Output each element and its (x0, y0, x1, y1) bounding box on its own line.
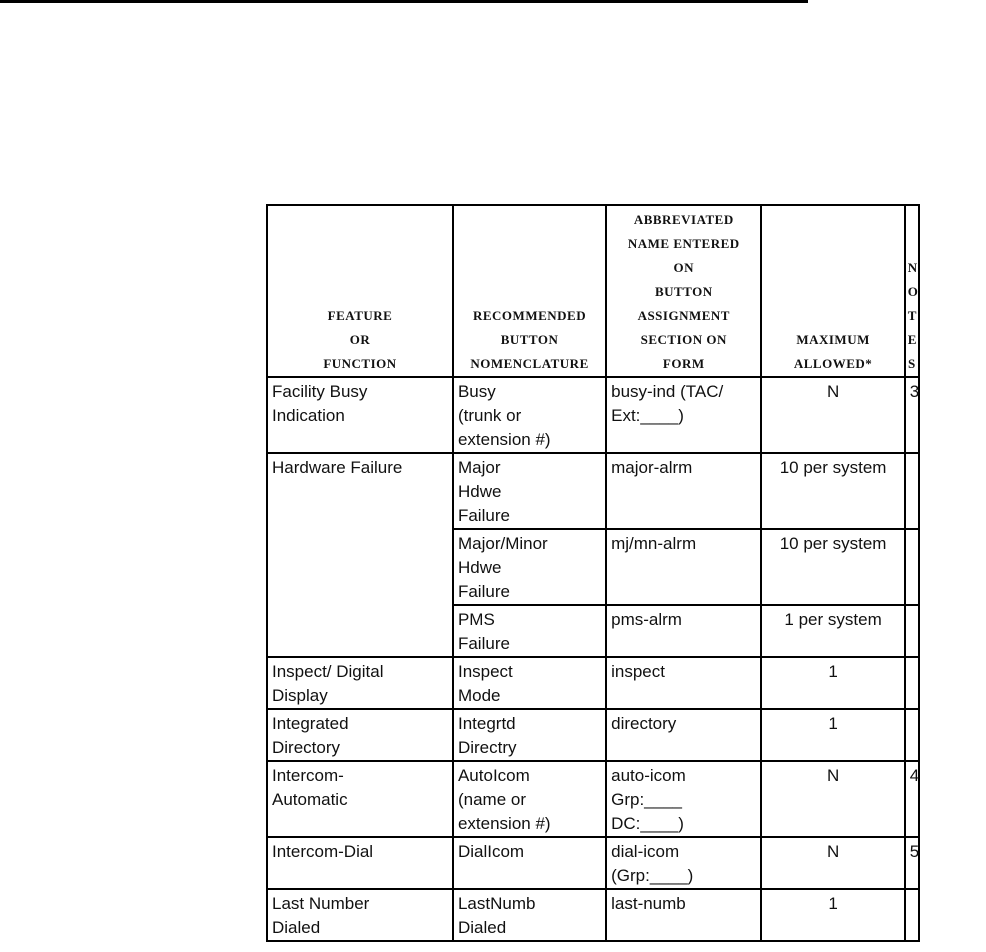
table-row (267, 709, 919, 761)
table-row (267, 761, 919, 837)
table-row (267, 377, 919, 453)
feature-cell: Integrated Directory (267, 709, 453, 761)
table-row (267, 453, 919, 529)
abbrev-cell: inspect (606, 657, 761, 709)
note-cell: 4 (905, 761, 919, 837)
max-cell: N (761, 761, 904, 837)
top-rule (0, 0, 808, 3)
abbrev-cell: pms-alrm (606, 605, 761, 657)
header-abbreviated: ABBREVIATED NAME ENTERED ON BUTTON ASSIGNMENT SECTION ON FORM (606, 205, 761, 377)
max-cell: 1 (761, 657, 904, 709)
header-recommended: RECOMMENDED BUTTON NOMENCLATURE (453, 205, 606, 377)
note-cell (905, 657, 919, 709)
max-cell: N (761, 377, 904, 453)
feature-cell: Intercom- Automatic (267, 761, 453, 837)
max-cell: 1 per system (761, 605, 904, 657)
button-cell: Major/Minor Hdwe Failure (453, 529, 606, 605)
abbrev-cell: auto-icom Grp:____ DC:____) (606, 761, 761, 837)
table-row (267, 657, 919, 709)
note-cell: 5 (905, 837, 919, 889)
feature-cell: Last Number Dialed (267, 889, 453, 941)
max-cell: 10 per system (761, 529, 904, 605)
max-cell: 1 (761, 889, 904, 941)
note-cell (905, 605, 919, 657)
button-cell: Busy (trunk or extension #) (453, 377, 606, 453)
abbrev-cell: mj/mn-alrm (606, 529, 761, 605)
abbrev-cell: busy-ind (TAC/ Ext:____) (606, 377, 761, 453)
feature-cell: Inspect/ Digital Display (267, 657, 453, 709)
max-cell: 1 (761, 709, 904, 761)
feature-cell: Facility Busy Indication (267, 377, 453, 453)
note-cell (905, 453, 919, 529)
note-cell: 3 (905, 377, 919, 453)
button-cell: PMS Failure (453, 605, 606, 657)
header-feature: FEATURE OR FUNCTION (267, 205, 453, 377)
max-cell: N (761, 837, 904, 889)
table-header-row (267, 205, 919, 377)
button-cell: DialIcom (453, 837, 606, 889)
button-feature-table (266, 204, 920, 942)
button-cell: Major Hdwe Failure (453, 453, 606, 529)
abbrev-cell: dial-icom (Grp:____) (606, 837, 761, 889)
abbrev-cell: major-alrm (606, 453, 761, 529)
button-cell: Inspect Mode (453, 657, 606, 709)
feature-cell: Intercom-Dial (267, 837, 453, 889)
button-cell: Integrtd Directry (453, 709, 606, 761)
feature-cell: Hardware Failure (267, 453, 453, 657)
max-cell: 10 per system (761, 453, 904, 529)
note-cell (905, 709, 919, 761)
abbrev-cell: directory (606, 709, 761, 761)
button-cell: AutoIcom (name or extension #) (453, 761, 606, 837)
header-maximum: MAXIMUM ALLOWED* (761, 205, 904, 377)
header-notes: N O T E S (905, 205, 919, 377)
table-row (267, 837, 919, 889)
table-row (267, 889, 919, 941)
note-cell (905, 529, 919, 605)
abbrev-cell: last-numb (606, 889, 761, 941)
button-cell: LastNumb Dialed (453, 889, 606, 941)
note-cell (905, 889, 919, 941)
